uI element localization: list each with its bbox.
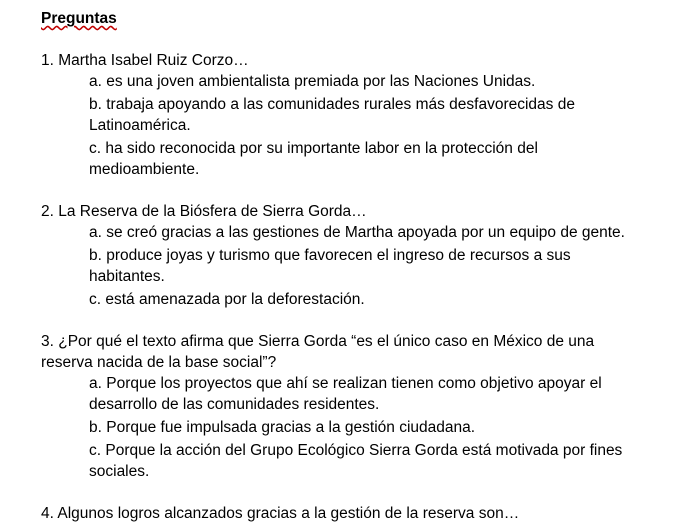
question-2-stem: 2. La Reserva de la Biósfera de Sierra Gorda… (41, 203, 367, 220)
question-3-stem: 3. ¿Por qué el texto afirma que Sierra Gorda “es el único caso en México de una reserva nacida de la base social”? (41, 333, 595, 371)
question-2-option-a: a. se creó gracias a las gestiones de Martha apoyada por un equipo de gente. (89, 224, 625, 241)
spacer (41, 482, 661, 503)
question-2 (41, 201, 661, 310)
question-1-stem: 1. Martha Isabel Ruiz Corzo… (41, 52, 249, 69)
spacer (41, 310, 661, 331)
question-4-stem: 4. Algunos logros alcanzados gracias a la gestión de la reserva son… (41, 505, 520, 522)
document-body (41, 9, 661, 524)
question-1 (41, 50, 661, 180)
question-1-option-b: b. trabaja apoyando a las comunidades rurales más desfavorecidas de Latinoamérica. (89, 96, 575, 134)
question-3-option-a: a. Porque los proyectos que ahí se realizan tienen como objetivo apoyar el desarrollo de las comunidades residentes. (89, 375, 602, 413)
question-3-option-b: b. Porque fue impulsada gracias a la gestión ciudadana. (89, 419, 476, 436)
page-title: Preguntas (41, 10, 117, 27)
question-3 (41, 331, 661, 482)
question-1-option-c: c. ha sido reconocida por su importante labor en la protección del medioambiente. (89, 140, 538, 178)
spacer (41, 180, 661, 201)
question-3-option-c: c. Porque la acción del Grupo Ecológico Sierra Gorda está motivada por fines sociales. (89, 442, 623, 480)
question-2-option-b: b. produce joyas y turismo que favorecen el ingreso de recursos a sus habitantes. (89, 247, 571, 285)
question-4 (41, 503, 661, 524)
spacer (41, 29, 661, 50)
question-2-option-c: c. está amenazada por la deforestación. (89, 291, 365, 308)
question-1-option-a: a. es una joven ambientalista premiada por las Naciones Unidas. (89, 73, 536, 90)
